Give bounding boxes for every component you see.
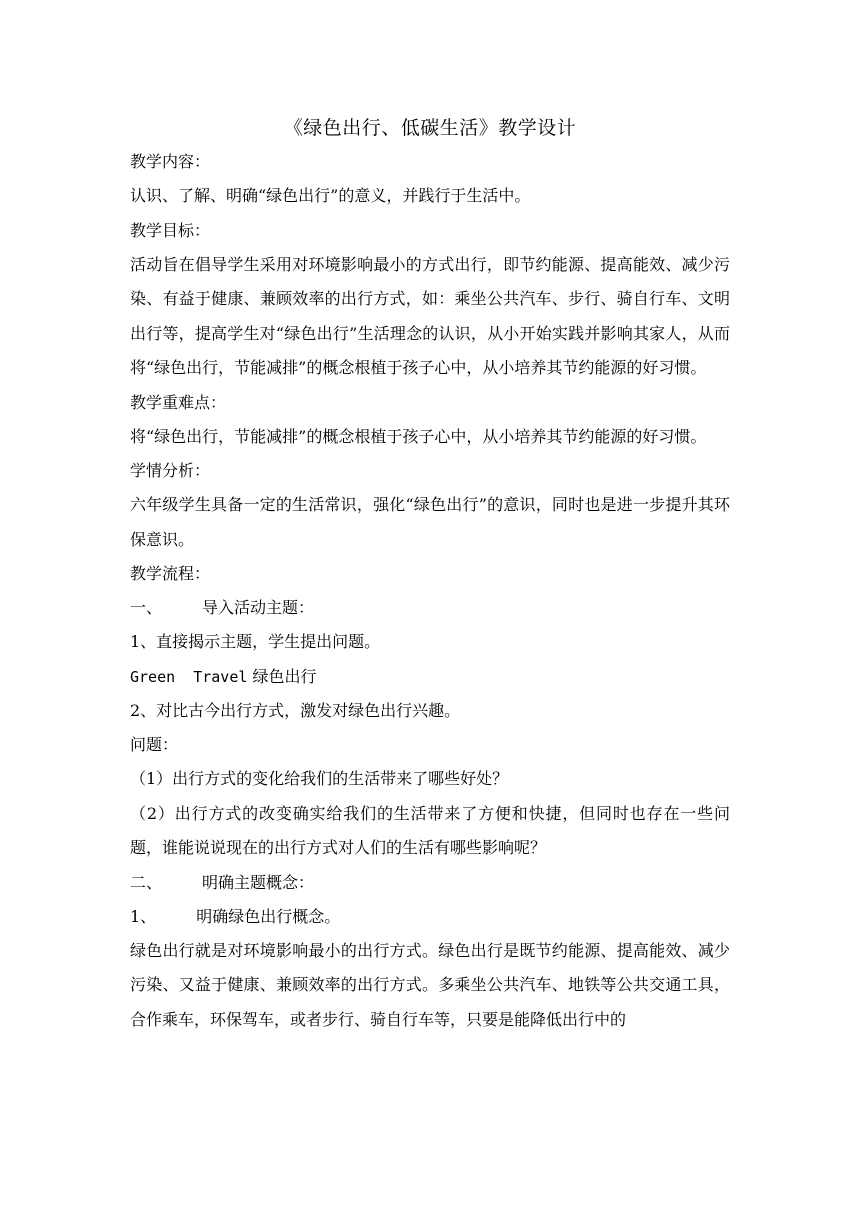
section-one-heading (130, 591, 730, 625)
paragraph-green-travel-definition: 绿色出行就是对环境影响最小的出行方式。绿色出行是既节约能源、提高能效、减少污染、又益于健康、兼顾效率的出行方式。多乘坐公共汽车、地铁等公共交通工具，合作乘车，环保驾车，或者步行、骑自行车等，只要是能降低出行中的 (130, 940, 730, 1029)
question-2: （2）出行方式的改变确实给我们的生活带来了方便和快捷，但同时也存在一些问题，谁能说说现在的出行方式对人们的生活有哪些影响呢？ (130, 803, 730, 857)
section-number: 二、 (130, 872, 163, 892)
chinese-term: 绿色出行 (252, 666, 317, 686)
document-title: 《绿色出行、低碳生活》教学设计 (283, 117, 577, 139)
heading-teaching-content: 教学内容： (130, 152, 211, 171)
step-1-line: 1、直接揭示主题，学生提出问题。 (130, 632, 381, 651)
subsection-label: 明确绿色出行概念。 (196, 906, 341, 926)
section-two-heading (130, 866, 730, 900)
heading-key-points: 教学重难点： (130, 392, 227, 412)
section-label: 明确主题概念： (202, 872, 315, 892)
subsection-number: 1、 (130, 906, 157, 926)
heading-teaching-process: 教学流程： (130, 564, 211, 583)
section-label: 导入活动主题： (202, 598, 315, 617)
heading-questions: 问题： (130, 735, 179, 754)
paragraph-key-points: 将“绿色出行，节能减排”的概念根植于孩子心中，从小培养其节约能源的好习惯。 (130, 426, 707, 446)
paragraph-teaching-content: 认识、了解、明确“绿色出行”的意义，并践行于生活中。 (130, 186, 531, 205)
question-1: （1）出行方式的变化给我们的生活带来了哪些好处？ (130, 769, 509, 788)
paragraph-teaching-goals: 活动旨在倡导学生采用对环境影响最小的方式出行，即节约能源、提高能效、减少污染、有益于健康、兼顾效率的出行方式，如：乘坐公共汽车、步行、骑自行车、文明出行等，提高学生对“绿色出行”生活理念的认识，从小开始实践并影响其家人，从而将“绿色出行，节能减排”的概念根植于孩子心中，从小培养其节约能源的好习惯。 (130, 254, 730, 377)
english-term: Green Travel (130, 667, 248, 686)
step-2-line: 2、对比古今出行方式，激发对绿色出行兴趣。 (130, 700, 461, 720)
heading-student-analysis: 学情分析： (130, 461, 211, 480)
document-body (130, 111, 730, 1037)
subsection-one-heading (130, 900, 730, 934)
green-travel-line (130, 660, 730, 694)
paragraph-student-analysis: 六年级学生具备一定的生活常识，强化“绿色出行”的意识，同时也是进一步提升其环保意识。 (130, 495, 730, 549)
section-number: 一、 (130, 598, 163, 617)
heading-teaching-goals: 教学目标： (130, 220, 211, 240)
